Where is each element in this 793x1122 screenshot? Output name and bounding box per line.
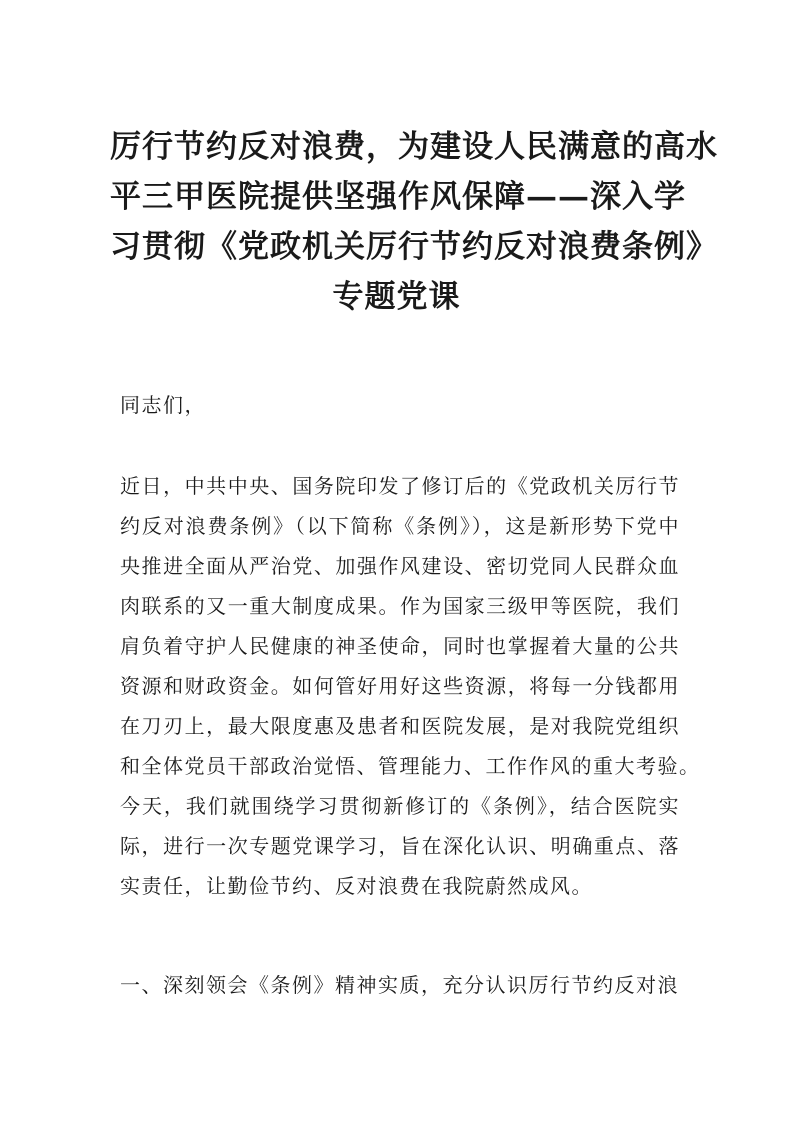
- title-line: 厉行节约反对浪费，为建设人民满意的高水: [110, 129, 718, 165]
- paragraph-line: 实责任，让勤俭节约、反对浪费在我院蔚然成风。: [120, 874, 593, 898]
- section-heading: 一、深刻领会《条例》精神实质，充分认识厉行节约反对浪: [120, 973, 679, 997]
- paragraph-line: 际，进行一次专题党课学习，旨在深化认识、明确重点、落: [120, 834, 680, 858]
- body-paragraph: [120, 466, 701, 906]
- paragraph-line: 在刀刃上，最大限度惠及患者和医院发展，是对我院党组织: [120, 714, 680, 738]
- title-line: 习贯彻《党政机关厉行节约反对浪费条例》: [110, 229, 718, 265]
- paragraph-line: 央推进全面从严治党、加强作风建设、密切党同人民群众血: [120, 554, 680, 578]
- title-line: 专题党课: [332, 279, 461, 315]
- paragraph-line: 约反对浪费条例》（以下简称《条例》），这是新形势下党中: [120, 514, 680, 538]
- paragraph-line: 肉联系的又一重大制度成果。作为国家三级甲等医院，我们: [120, 594, 680, 618]
- paragraph-line: 和全体党员干部政治觉悟、管理能力、工作作风的重大考验。: [120, 754, 701, 778]
- title-line: 平三甲医院提供坚强作风保障——深入学: [110, 179, 686, 215]
- paragraph-line: 今天，我们就围绕学习贯彻新修订的《条例》，结合医院实: [120, 794, 680, 818]
- paragraph-line: 肩负着守护人民健康的神圣使命，同时也掌握着大量的公共: [120, 634, 680, 658]
- paragraph-line: 近日，中共中央、国务院印发了修订后的《党政机关厉行节: [120, 474, 680, 498]
- greeting: 同志们，: [120, 393, 206, 417]
- document-title: [110, 122, 718, 322]
- paragraph-line: 资源和财政资金。如何管好用好这些资源，将每一分钱都用: [120, 674, 680, 698]
